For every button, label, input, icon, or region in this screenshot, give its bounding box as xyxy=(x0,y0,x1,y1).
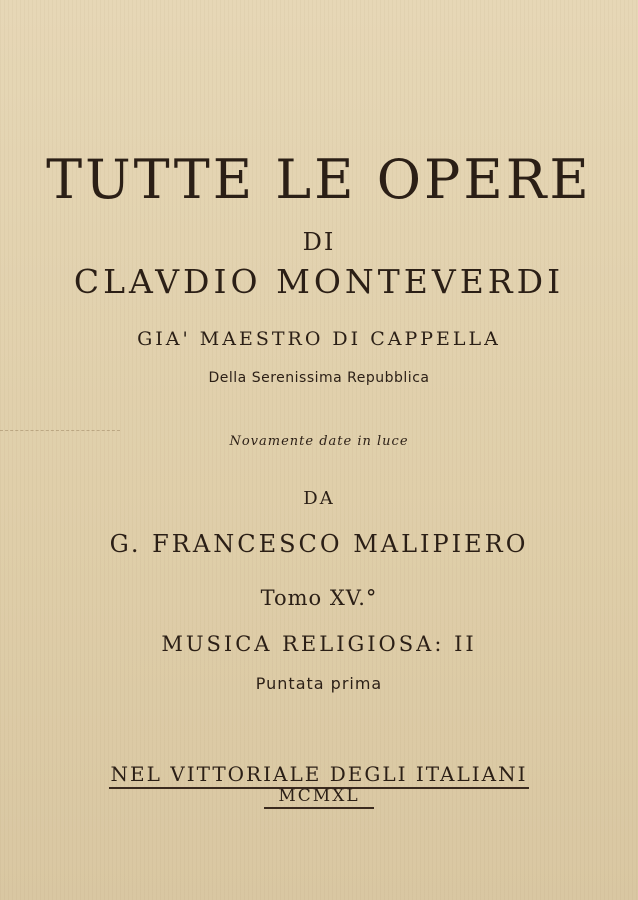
volume-number: Tomo XV.° xyxy=(260,586,378,610)
novamente-line: Novamente date in luce xyxy=(229,434,409,449)
republic-line: Della Serenissima Repubblica xyxy=(208,370,430,386)
year-line xyxy=(0,786,638,809)
editor-name: G. FRANCESCO MALIPIERO xyxy=(109,530,529,558)
cover-title: TUTTE LE OPERE xyxy=(46,148,592,211)
preposition-di: DI xyxy=(302,228,336,256)
installment-label: Puntata prima xyxy=(255,674,383,693)
publisher-line xyxy=(0,762,638,789)
preposition-da: DA xyxy=(303,488,335,509)
paper-crease xyxy=(0,430,120,431)
composer-name: CLAVDIO MONTEVERDI xyxy=(73,262,565,301)
volume-title: MUSICA RELIGIOSA: II xyxy=(161,632,477,656)
publisher-text: NEL VITTORIALE DEGLI ITALIANI xyxy=(109,762,530,789)
year-text: MCMXL xyxy=(264,786,373,809)
composer-position: GIA' MAESTRO DI CAPPELLA xyxy=(137,328,501,350)
